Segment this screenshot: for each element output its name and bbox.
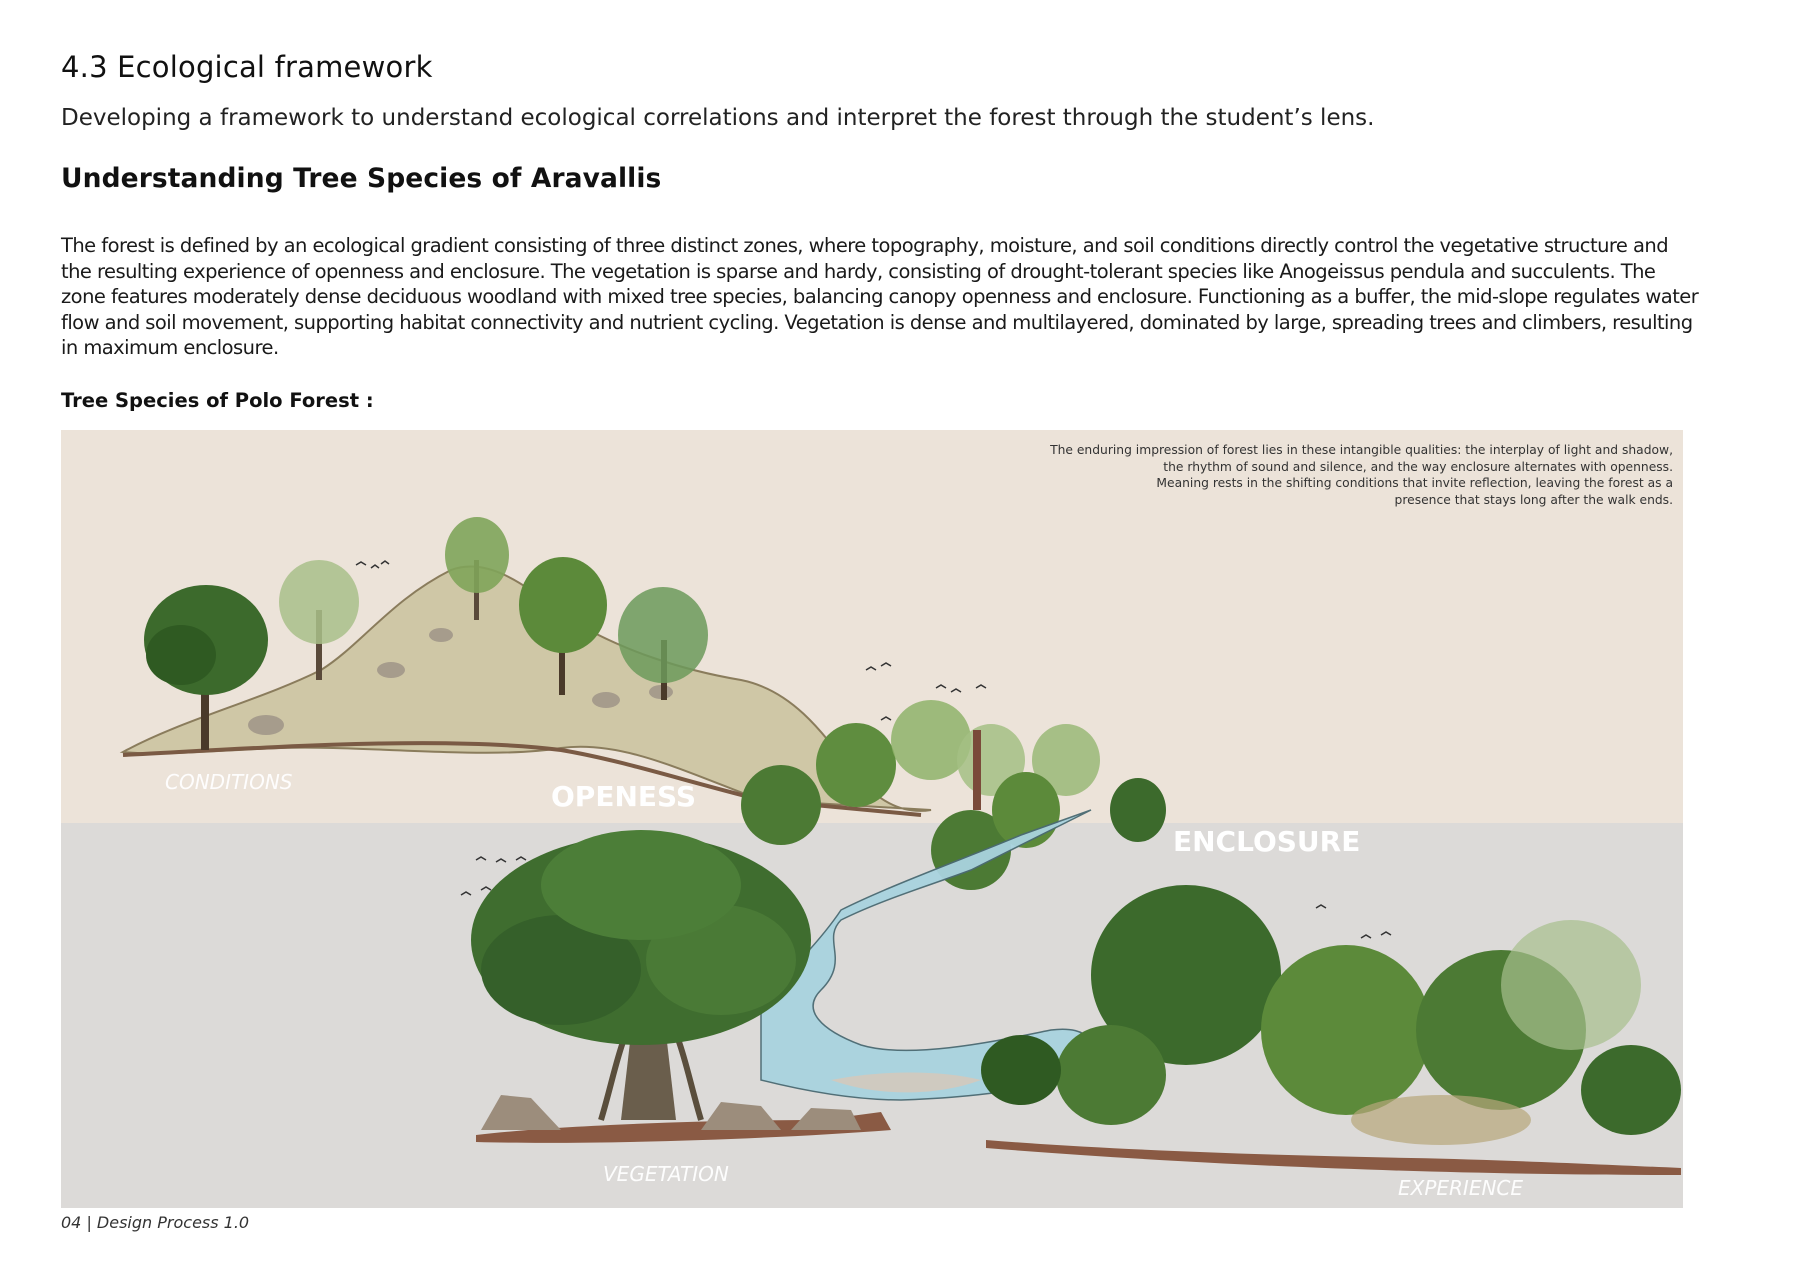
forest-section-illustration (61, 430, 1683, 1208)
label-vegetation: VEGETATION (603, 1162, 729, 1186)
page-footer: 04 | Design Process 1.0 (61, 1213, 250, 1232)
label-enclosure: ENCLOSURE (1173, 825, 1361, 858)
species-body-paragraph: The forest is defined by an ecological gradient consisting of three distinct zones, where topography, moisture, and soil conditions directly control the vegetative structure and the resulting experience of openness and enclosure. The vegetation is sparse and hardy, consisting of drought-tolerant species like Anogeissus pendula and succulents. The zone features moderately dense deciduous woodland with mixed tree species, balancing canopy openness and enclosure. Functioning as a buffer, the mid-slope regulates water flow and soil movement, supporting habitat connectivity and nutrient cycling. Vegetation is dense and multilayered, dominated by large, spreading trees and climbers, resulting in maximum enclosure. (61, 234, 1699, 359)
forest-section-drawing (61, 430, 1683, 1208)
section-subtitle: Developing a framework to understand ecological correlations and interpret the forest through the student’s lens. (61, 105, 1375, 131)
forest-quote (973, 442, 1673, 508)
figure-label: Tree Species of Polo Forest : (61, 389, 374, 412)
quote-line: presence that stays long after the walk ends. (1394, 492, 1673, 507)
label-conditions: CONDITIONS (165, 770, 293, 794)
section-heading: 4.3 Ecological framework (61, 50, 433, 84)
species-heading: Understanding Tree Species of Aravallis (61, 163, 662, 194)
label-openess: OPENESS (551, 780, 697, 813)
quote-line: The enduring impression of forest lies in these intangible qualities: the interplay of light and shadow, (1050, 443, 1673, 457)
quote-line: the rhythm of sound and silence, and the way enclosure alternates with openness. (1163, 459, 1673, 474)
quote-line: Meaning rests in the shifting conditions that invite reflection, leaving the forest as a (1156, 476, 1673, 490)
label-experience: EXPERIENCE (1398, 1176, 1524, 1200)
